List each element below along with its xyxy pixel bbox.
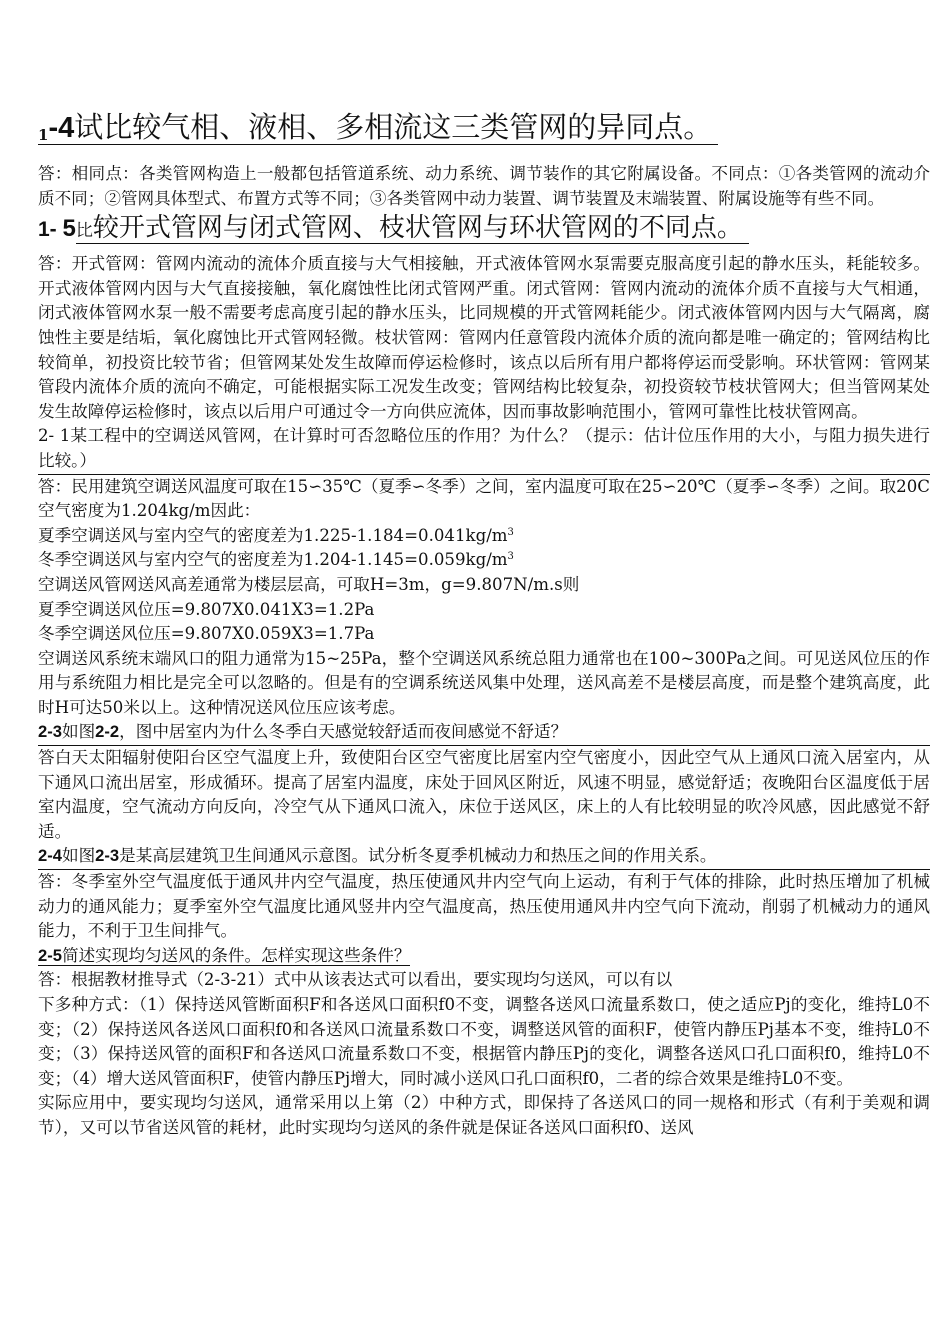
question-q2-3: 2-3如图2-2，图中居室内为什么冬季白天感觉较舒适而夜间感觉不舒适？ [38, 720, 930, 746]
answer-q2-1-winter-pressure: 冬季空调送风位压=9.807X0.059X3=1.7Pa [38, 624, 375, 644]
answer-q2-1-height: 空调送风管网送风高差通常为楼层层高，可取H=3m，g=9.807N/m.s则 [38, 574, 580, 594]
heading-q1-4-prefix: 1 [38, 126, 49, 144]
heading-q1-4-number: -4 [48, 112, 75, 144]
answer-q2-1: 答：民用建筑空调送风温度可取在15∽35℃（夏季∽冬季）之间，室内温度可取在25∽20℃（夏季∽冬季）之间。取20C空气密度为1.204kg/m因此： [38, 476, 930, 521]
answer-q1-4: 答：相同点：各类管网构造上一般都包括管道系统、动力系统、调节装作的其它附属设备。不同点：①各类管网的流动介质不同；②管网具体型式、布置方式等不同；③各类管网中动力装置、调节装置及末端装置、附属设施等有些不同。 [38, 164, 930, 208]
answer-q2-1-summer-pressure: 夏季空调送风位压=9.807X0.041X3=1.2Pa [38, 599, 375, 619]
heading-q1-5-prefix: 1- [38, 218, 63, 242]
question-q2-5: 2-5简述实现均匀送风的条件。怎样实现这些条件？ [38, 945, 411, 965]
heading-q1-4-title: 试比较气相、液相、多相流这三类管网的异同点。 [74, 110, 713, 144]
heading-q1-5-number: 5 [62, 215, 76, 243]
heading-q1-5 [38, 211, 930, 248]
answer-q2-3: 答白天太阳辐射使阳台区空气温度上升，致使阳台区空气密度比居室内空气密度小，因此空气从上通风口流入居室内，从下通风口流出居室，形成循环。提高了居室内温度，床处于回风区附近，风速不明显，感觉舒适；夜晚阳台区温度低于居室内温度，空气流动方向反向，冷空气从下通风口流入，床位于送风区，床上的人有比较明显的吹冷风感，因此感觉不舒适。 [38, 748, 930, 841]
answer-q2-1-summer-density: 夏季空调送风与室内空气的密度差为$1.225-1.184=0.041kg/m^3$ [38, 525, 514, 545]
answer-q2-5-methods: 下多种方式：（1）保持送风管断面积F和各送风口面积f0不变，调整各送风口流量系数口，使之适应Pj的变化，维持L0不变；（2）保持送风各送风口面积f0和各送风口流量系数口不变，调整送风管的面积F，使管内静压Pj基本不变，维持L0不变；（3）保持送风管的面积F和各送风口流量系数口不变，根据管内静压Pj的变化，调整各送风口孔口面积f0，维持L0不变；（4）增大送风管面积F，使管内静压Pj增大，同时减小送风口孔口面积f0，二者的综合效果是维持L0不变。 [38, 995, 930, 1088]
answer-q1-5: 答：开式管网：管网内流动的流体介质直接与大气相接触，开式液体管网水泵需要克服高度引起的静水压头，耗能较多。开式液体管网内因与大气直接接触，氧化腐蚀性比闭式管网严重。闭式管网：管网内流动的流体介质不直接与大气相通，闭式液体管网水泵一般不需要考虑高度引起的静水压头，比同规模的开式管网耗能少。闭式液体管网内因与大气隔离，腐蚀性主要是结垢，氧化腐蚀比开式管网轻微。枝状管网：管网内任意管段内流体介质的流向都是唯一确定的；管网结构比较简单，初投资比较节省；但管网某处发生故障而停运检修时，该点以后所有用户都将停运而受影响。环状管网：管网某管段内流体介质的流向不确定，可能根据实际工况发生改变；管网结构比较复杂，初投资较节枝状管网大；但当管网某处发生故障停运检修时，该点以后用户可通过令一方向供应流体，因而事故影响范围小，管网可靠性比枝状管网高。 [38, 254, 930, 421]
heading-q1-5-first-char: 比 [75, 221, 93, 242]
answer-q2-1-conclusion: 空调送风系统末端风口的阻力通常为15~25Pa，整个空调送风系统总阻力通常也在100~300Pa之间。可见送风位压的作用与系统阻力相比是完全可以忽略的。但是有的空调系统送风集中处理，送风高差不是楼层高度，而是整个建筑高度，此时H可达50米以上。这种情况送风位压应该考虑。 [38, 648, 930, 717]
question-q2-4: 2-4如图2-3是某高层建筑卫生间通风示意图。试分析冬夏季机械动力和热压之间的作用关系。 [38, 844, 930, 870]
question-q2-1: 2- 1某工程中的空调送风管网，在计算时可否忽略位压的作用？为什么？（提示：估计位压作用的大小，与阻力损失进行比较。） [38, 424, 930, 474]
document-page [38, 108, 930, 1141]
answer-q2-5-application: 实际应用中，要实现均匀送风，通常采用以上第（2）中种方式，即保持了各送风口的同一规格和形式（有利于美观和调节），又可以节省送风管的耗材，此时实现均匀送风的条件就是保证各送风口面积f0、送风 [38, 1093, 930, 1137]
answer-q2-1-winter-density: 冬季空调送风与室内空气的密度差为$1.204-1.145=0.059kg/m^3$ [38, 550, 514, 570]
heading-q1-5-title: 较开式管网与闭式管网、枝状管网与环状管网的不同点。 [92, 213, 743, 244]
answer-q2-4: 答：冬季室外空气温度低于通风井内空气温度，热压使通风井内空气向上运动，有利于气体的排除，此时热压增加了机械动力的通风能力；夏季室外空气温度比通风竖井内空气温度高，热压使用通风井内空气向下流动，削弱了机械动力的通风能力，不利于卫生间排气。 [38, 872, 930, 941]
answer-q2-5-intro: 答：根据教材推导式（2-3-21）式中从该表达式可以看出，要实现均匀送风，可以有以 [38, 970, 673, 990]
heading-q1-4 [38, 108, 930, 154]
